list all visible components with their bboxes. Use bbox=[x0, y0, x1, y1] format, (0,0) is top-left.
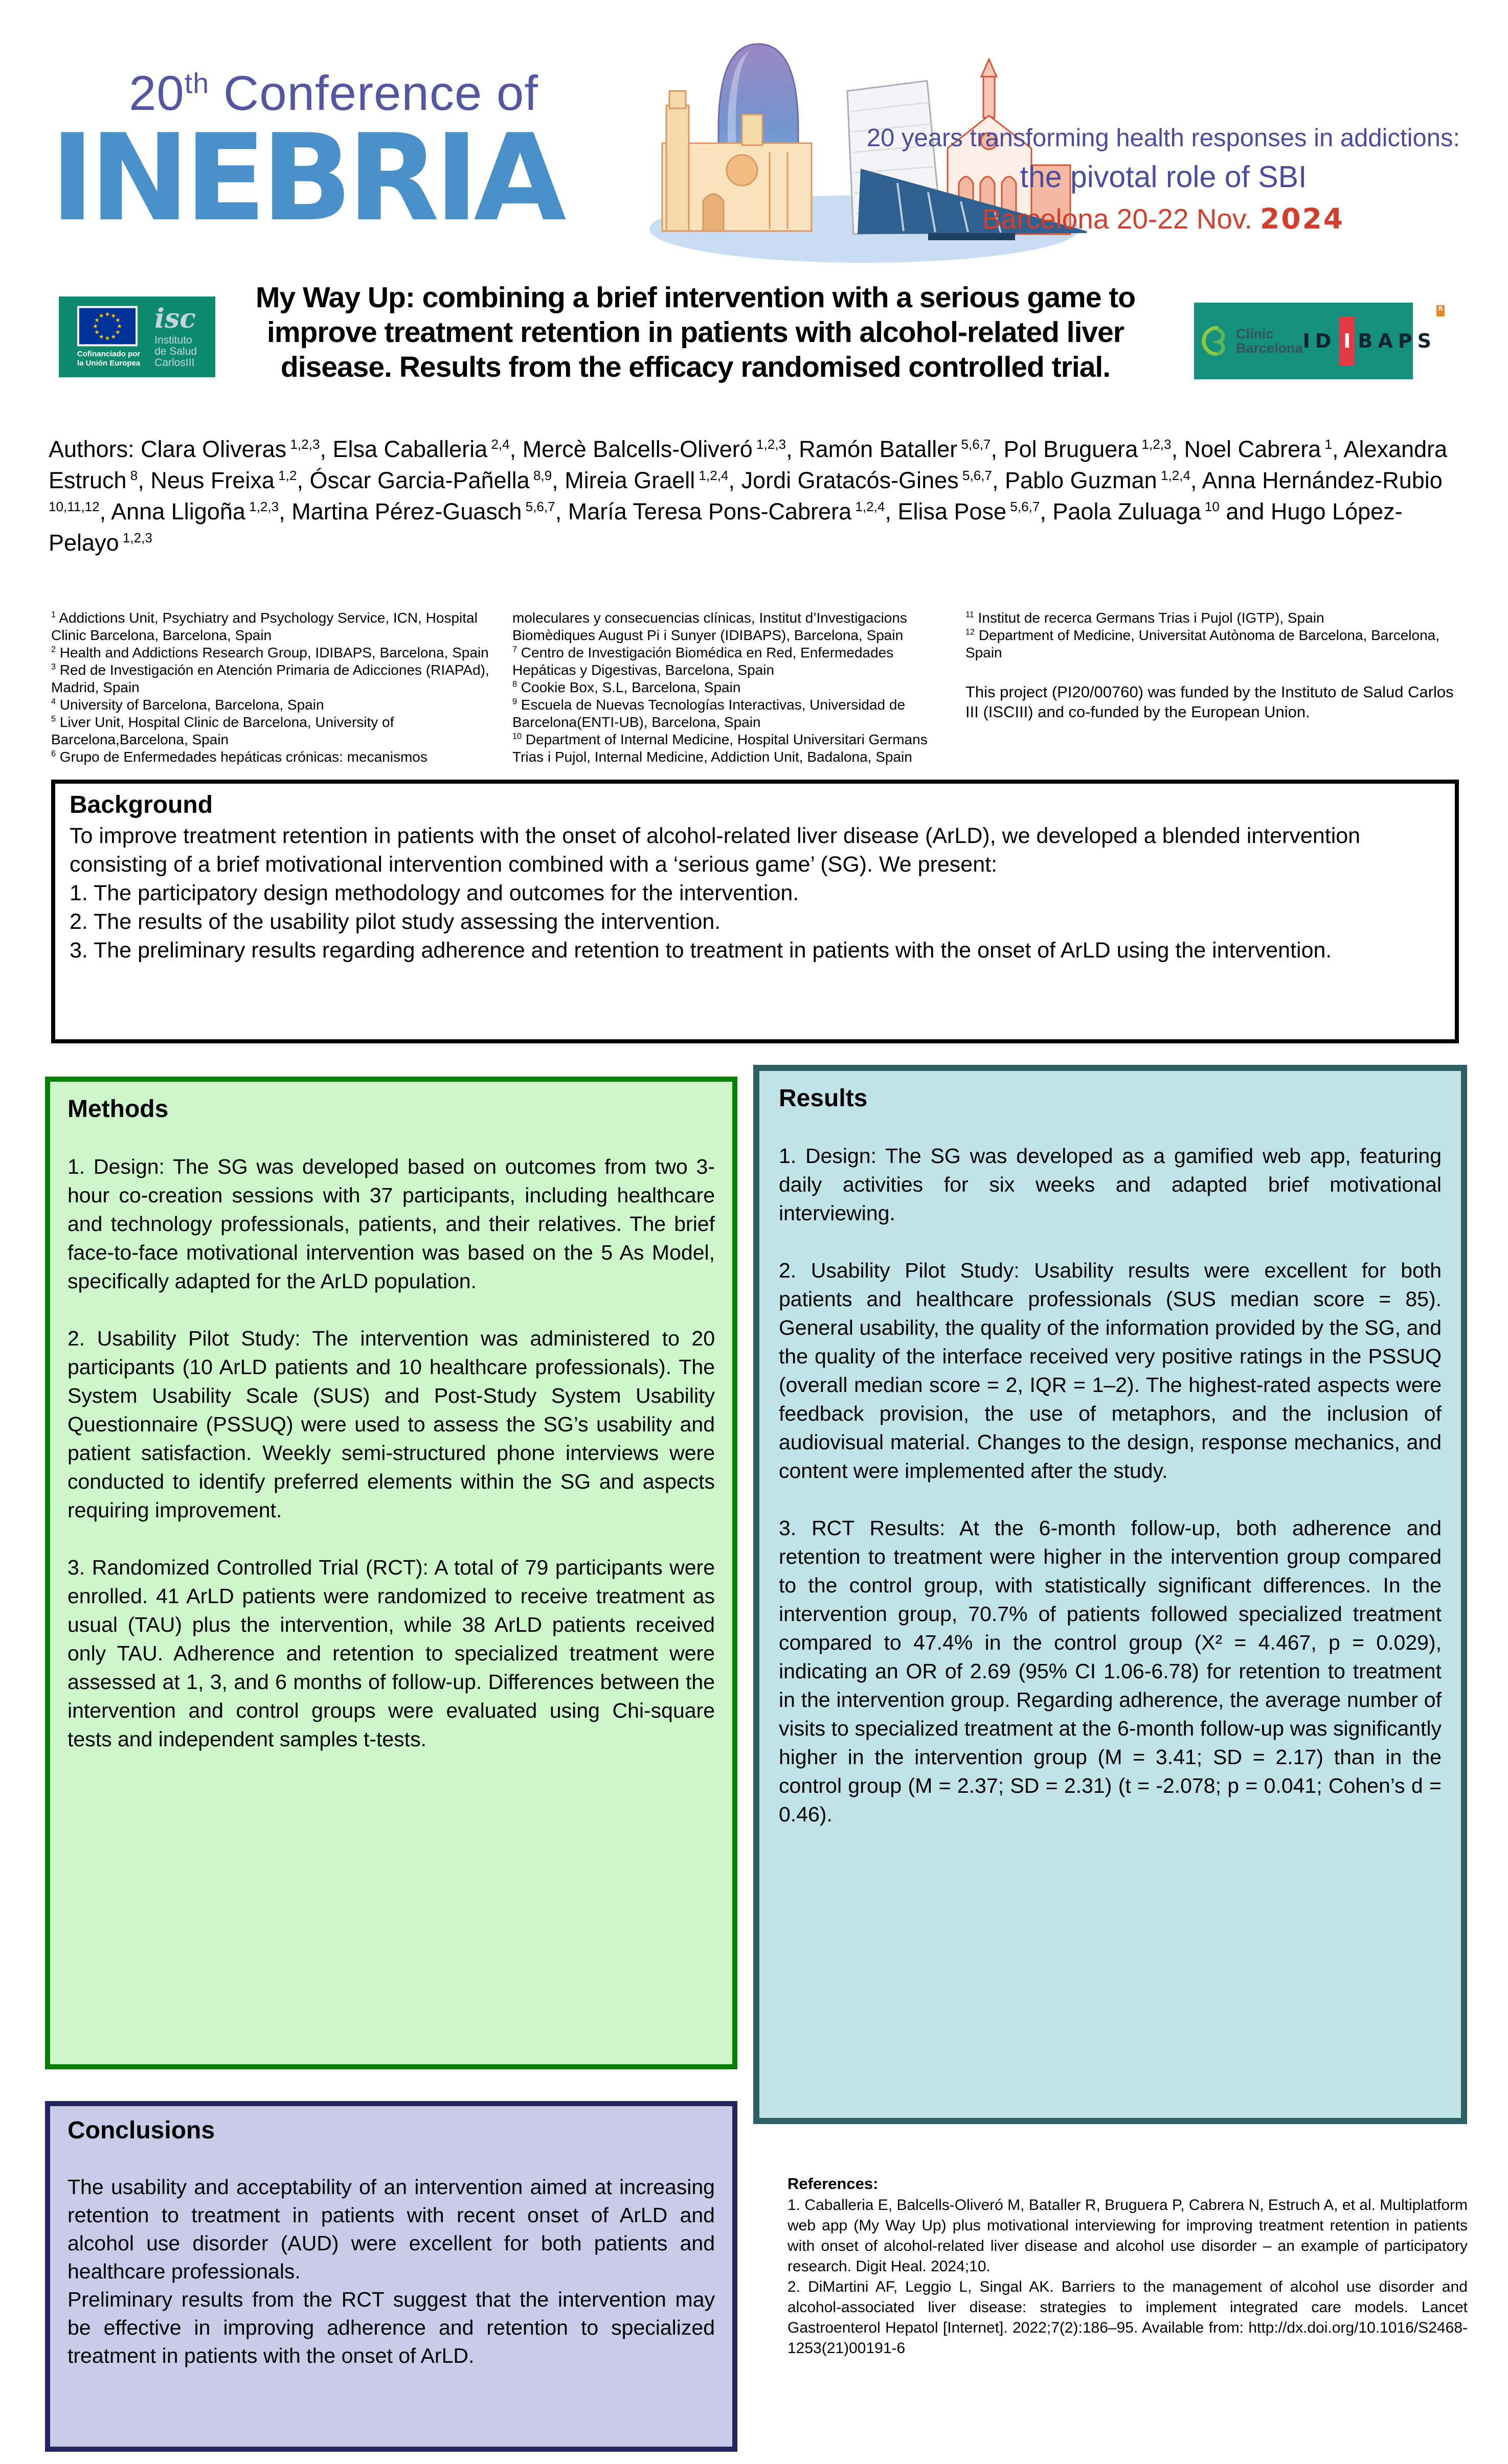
affiliation-item: $^6$ Grupo de Enfermedades hepáticas crónicas: mecanismos bbox=[51, 749, 427, 765]
author-name: Elisa Pose bbox=[897, 498, 1007, 524]
poster-title: My Way Up: combining a brief intervention with a serious game to improve treatment retention in patients with alcohol-related liver disease. Results from the efficacy randomised controlled trial. bbox=[255, 281, 1136, 383]
author-name: Óscar Garcia-Pañella bbox=[309, 467, 530, 493]
svg-text:★: ★ bbox=[110, 312, 116, 320]
affiliation-item: $^7$ Centro de Investigación Biomédica en Red, Enfermedades Hepáticas y Digestivas, Barcelona, Spain bbox=[512, 645, 894, 678]
affiliations-column-3 bbox=[965, 609, 1466, 722]
svg-text:★: ★ bbox=[115, 316, 121, 324]
funding-note: This project (PI20/00760) was funded by the Instituto de Salud Carlos III (ISCIII) and co-funded by the European Union. bbox=[965, 683, 1454, 721]
eu-caption-line1: Cofinanciado por bbox=[77, 350, 141, 358]
clinic-barcelona-logo bbox=[1198, 323, 1303, 359]
author-affiliation-sup: 5,6,7 bbox=[957, 437, 991, 452]
author-affiliation-sup: 8,9 bbox=[529, 468, 552, 483]
tagline bbox=[839, 124, 1488, 235]
author-affiliation-sup: 1 bbox=[1321, 437, 1332, 452]
affiliations-column-1 bbox=[51, 609, 504, 766]
author-affiliation-sup: 1,2,3 bbox=[1138, 437, 1172, 452]
results-paragraph: 3. RCT Results: At the 6-month follow-up, both adherence and retention to treatment were higher in the intervention group compared to the control group, with statistically significant differences. In the intervention group, 70.7% of patients followed specialized treatment compared to 47.4% in the control group (X² = 4.467, p = 0.029), indicating an OR of 2.69 (95% CI 1.06-6.78) for retention to treatment in the intervention group. Regarding adherence, the average number of visits to specialized treatment at the 6-month follow-up was significantly higher in the intervention group (M = 3.41; SD = 2.17) than in the control group (M = 2.37; SD = 2.31) (t = -2.078; p = 0.041; Cohen’s d = 0.46). bbox=[779, 1516, 1442, 1826]
background-section bbox=[51, 780, 1459, 1043]
author-name: María Teresa Pons-Cabrera bbox=[568, 498, 852, 524]
eu-flag-icon bbox=[77, 306, 138, 347]
background-item: 2. The results of the usability pilot study assessing the intervention. bbox=[70, 909, 721, 934]
author-name: Pablo Guzman bbox=[1005, 467, 1157, 493]
conclusions-section bbox=[45, 2101, 737, 2452]
eu-cofunded-logo bbox=[77, 306, 140, 368]
idibaps-flag-icon: R bbox=[1436, 305, 1445, 316]
methods-paragraph: 2. Usability Pilot Study: The intervention was administered to 20 participants (10 ArLD patients and 10 healthcare professionals). The System Usability Scale (SUS) and Post-Study System Usability Questionnaire (PSSUQ) were used to assess the SG’s usability and patient satisfaction. Weekly semi-structured phone interviews were conducted to identify preferred elements within the SG and aspects requiring improvement. bbox=[67, 1327, 715, 1522]
affiliation-item: $^1$ Addictions Unit, Psychiatry and Psychology Service, ICN, Hospital Clinic Barcelona, Barcelona, Spain bbox=[51, 610, 478, 643]
affiliation-item: $^3$ Red de Investigación en Atención Primaria de Adicciones (RIAPAd), Madrid, Spain bbox=[51, 662, 489, 695]
tagline-line3 bbox=[839, 202, 1488, 235]
idibaps-red-block: I bbox=[1339, 316, 1355, 366]
author-affiliation-sup: 1,2,3 bbox=[119, 530, 152, 545]
svg-text:★: ★ bbox=[110, 333, 116, 340]
svg-text:★: ★ bbox=[115, 328, 121, 336]
funding-logos-block bbox=[59, 296, 215, 377]
author-affiliation-sup: 5,6,7 bbox=[1006, 499, 1040, 514]
author-name: Anna Hernández-Rubio bbox=[1202, 467, 1443, 493]
affiliation-item: $^{12}$ Department of Medicine, Universitat Autònoma de Barcelona, Barcelona, Spain bbox=[965, 627, 1439, 660]
svg-text:★: ★ bbox=[94, 328, 100, 336]
tagline-line2: the pivotal role of SBI bbox=[1020, 160, 1307, 194]
svg-text:★: ★ bbox=[98, 312, 104, 320]
author-affiliation-sup: 1,2,3 bbox=[752, 437, 786, 452]
author-affiliation-sup: 1,2,4 bbox=[695, 468, 729, 483]
author-name: Jordi Gratacós-Gines bbox=[741, 467, 959, 493]
affiliation-item: $^4$ University of Barcelona, Barcelona, Spain bbox=[51, 697, 324, 713]
conclusions-paragraph: The usability and acceptability of an intervention aimed at increasing retention to treatment in patients with recent onset of ArLD and alcohol use disorder (AUD) were excellent for both patients and healthcare professionals. bbox=[67, 2175, 715, 2283]
affiliation-item: $^{10}$ Department of Internal Medicine, Hospital Universitari Germans Trias i Pujol, Internal Medicine, Addiction Unit, Badalona, Spain bbox=[512, 732, 928, 765]
author-affiliation-sup: 10 bbox=[1201, 499, 1220, 514]
author-affiliation-sup: 1,2,3 bbox=[245, 499, 279, 514]
author-name: Clara Oliveras bbox=[141, 436, 287, 462]
author-affiliation-sup: 2,4 bbox=[487, 437, 510, 452]
tagline-year: 2024 bbox=[1260, 202, 1345, 235]
svg-text:★: ★ bbox=[104, 334, 110, 342]
author-name: Ramón Bataller bbox=[799, 436, 958, 462]
reference-item: 1. Caballeria E, Balcells-Oliveró M, Bataller R, Bruguera P, Cabrera N, Estruch A, et al. Multiplatform web app (My Way Up) plus motivational interviewing for improving treatment retention in patients with onset of alcohol-related liver disease and alcohol use disorder – an example of participatory research. Digit Heal. 2024;10. bbox=[787, 2197, 1468, 2275]
conference-rest: Conference of bbox=[209, 66, 538, 121]
author-name: Hugo López-Pelayo bbox=[49, 498, 1403, 556]
results-paragraph: 2. Usability Pilot Study: Usability results were excellent for both patients and healthcare professionals (SUS median score = 85). General usability, the quality of the information provided by the SG, and the quality of the interface received very positive ratings in the PSSUQ (overall median score = 2, IQR = 1–2). The highest-rated aspects were feedback provision, the use of metaphors, and the inclusion of audiovisual material. Changes to the design, response mechanics, and content were implemented after the study. bbox=[779, 1259, 1442, 1482]
results-paragraph: 1. Design: The SG was developed as a gamified web app, featuring daily activities for six weeks and adapted brief motivational interviewing. bbox=[779, 1144, 1442, 1225]
affiliation-item: $^8$ Cookie Box, S.L, Barcelona, Spain bbox=[512, 679, 741, 695]
affiliation-item: $^9$ Escuela de Nuevas Tecnologías Interactivas, Universidad de Barcelona(ENTI-UB), Barcelona, Spain bbox=[512, 697, 906, 730]
author-name: Martina Pérez-Guasch bbox=[291, 498, 522, 524]
author-affiliation-sup: 10,11,12 bbox=[49, 499, 100, 514]
author-name: Pol Bruguera bbox=[1003, 436, 1138, 462]
author-name: Mercè Balcells-Oliveró bbox=[522, 436, 753, 462]
clinic-arcs-icon bbox=[1198, 323, 1231, 359]
eu-caption bbox=[77, 350, 140, 368]
tagline-city-dates: Barcelona 20-22 Nov. bbox=[982, 203, 1261, 235]
results-section bbox=[753, 1065, 1467, 2124]
svg-text:★: ★ bbox=[98, 333, 104, 340]
author-affiliation-sup: 8 bbox=[126, 468, 138, 483]
conclusions-paragraph: Preliminary results from the RCT suggest that the intervention may be effective in improving adherence and retention to specialized treatment in patients with the onset of ArLD. bbox=[67, 2288, 715, 2367]
idibaps-logo: ID I BAPS R bbox=[1303, 316, 1436, 366]
affiliation-item: $^{11}$ Institut de recerca Germans Trias i Pujol (IGTP), Spain bbox=[965, 610, 1324, 626]
background-intro: To improve treatment retention in patients with the onset of alcohol-related liver disease (ArLD), we developed a blended intervention consisting of a brief motivational intervention combined with a ‘serious game’ (SG). We present: bbox=[70, 824, 1361, 877]
author-affiliation-sup: 1,2,4 bbox=[1157, 468, 1190, 483]
affiliation-item: $^2$ Health and Addictions Research Group, IDIBAPS, Barcelona, Spain bbox=[51, 645, 489, 660]
svg-text:★: ★ bbox=[117, 322, 122, 330]
eu-caption-line2: la Unión Europea bbox=[77, 359, 141, 368]
isciii-logo: isc Instituto de Salud CarlosIII bbox=[154, 303, 197, 369]
author-affiliation-sup: 1,2,4 bbox=[851, 499, 885, 514]
author-name: Neus Freixa bbox=[150, 467, 275, 493]
methods-title: Methods bbox=[67, 1096, 169, 1123]
references-section bbox=[787, 2174, 1468, 2359]
references-title: References: bbox=[787, 2175, 879, 2193]
clinic-wordmark: Clínic Barcelona bbox=[1236, 326, 1303, 356]
inebria-logo-text: INEBRIA bbox=[50, 109, 561, 248]
methods-section bbox=[45, 1077, 737, 2069]
methods-paragraph: 3. Randomized Controlled Trial (RCT): A total of 79 participants were enrolled. 41 ArLD patients were randomized to receive treatment as usual (TAU) plus the intervention, while 38 ArLD patients received only TAU. Adherence and retention to specialized treatment were assessed at 1, 3, and 6 months of follow-up. Differences between the intervention and control groups were evaluated using Chi-square tests and independent samples t-tests. bbox=[67, 1556, 715, 1751]
author-name: Noel Cabrera bbox=[1184, 436, 1321, 462]
results-title: Results bbox=[779, 1085, 868, 1112]
affiliations-column-2 bbox=[512, 609, 956, 766]
author-name: Alexandra Estruch bbox=[49, 436, 1448, 493]
author-name: Elsa Caballeria bbox=[332, 436, 488, 462]
background-title: Background bbox=[70, 791, 213, 818]
author-name: Anna Lligoña bbox=[111, 498, 245, 524]
svg-text:★: ★ bbox=[94, 316, 100, 324]
reference-item: 2. DiMartini AF, Leggio L, Singal AK. Barriers to the management of alcohol use disorder and alcohol-associated liver disease: strategies to implement integrated care models. Lancet Gastroenterol Hepatol [Internet]. 2022;7(2):186–95. Available from: http://dx.doi.org/10.1016/S2468-1253(21)00191-6 bbox=[787, 2278, 1468, 2357]
author-affiliation-sup: 5,6,7 bbox=[522, 499, 555, 514]
background-item: 1. The participatory design methodology and outcomes for the intervention. bbox=[70, 881, 799, 905]
tagline-line1: 20 years transforming health responses in addictions: bbox=[866, 124, 1460, 152]
isciii-script-icon: isc bbox=[154, 303, 196, 334]
conference-ordinal: th bbox=[184, 67, 210, 99]
partner-logos-block bbox=[1194, 303, 1443, 379]
svg-text:★: ★ bbox=[104, 310, 110, 318]
background-item: 3. The preliminary results regarding adherence and retention to treatment in patients with the onset of ArLD using the intervention. bbox=[70, 938, 1332, 963]
conclusions-title: Conclusions bbox=[67, 2117, 215, 2144]
conference-number: 20 bbox=[129, 66, 185, 121]
author-affiliation-sup: 5,6,7 bbox=[958, 468, 993, 483]
affiliation-item: $^5$ Liver Unit, Hospital Clinic de Barcelona, University of Barcelona,Barcelona, Spain bbox=[51, 714, 394, 747]
author-affiliation-sup: 1,2,3 bbox=[286, 437, 320, 452]
author-affiliation-sup: 1,2 bbox=[274, 468, 297, 483]
affiliation-item: moleculares y consecuencias clínicas, Institut d’Investigacions Biomèdiques August Pi i Sunyer (IDIBAPS), Barcelona, Spain bbox=[512, 610, 907, 643]
author-name: Mireia Graell bbox=[565, 467, 695, 493]
author-name: Paola Zuluaga bbox=[1052, 498, 1201, 524]
authors-line: Authors: Clara Oliveras $^{1,2,3}$, Elsa Caballeria $^{2,4}$, Mercè Balcells-Oliveró $^{1,2,3}$, Ramón Bataller $^{5,6,7}$, Pol Bruguera $^{1,2,3}$, Noel Cabrera $^1$, Alexandra Estruch $^8$, Neus Freixa $^{1,2}$, Óscar Garcia-Pañella $^{8,9}$, Mireia Graell $^{1,2,4}$, Jordi Gratacós-Gines $^{5,6,7}$, Pablo Guzman $^{1,2,4}$, Anna Hernández-Rubio $^{10,11,12}$, Anna Lligoña $^{1,2,3}$, Martina Pérez-Guasch $^{5,6,7}$, María Teresa Pons-Cabrera $^{1,2,4}$, Elisa Pose $^{5,6,7}$, Paola Zuluaga $^{10}$ and Hugo López-Pelayo $^{1,2,3}$ bbox=[49, 436, 1448, 556]
methods-paragraph: 1. Design: The SG was developed based on outcomes from two 3-hour co-creation sessions with 37 participants, including healthcare and technology professionals, patients, and their relatives. The brief face-to-face motivational intervention was based on the 5 As Model, specifically adapted for the ArLD population. bbox=[67, 1155, 715, 1293]
svg-text:★: ★ bbox=[93, 322, 98, 330]
